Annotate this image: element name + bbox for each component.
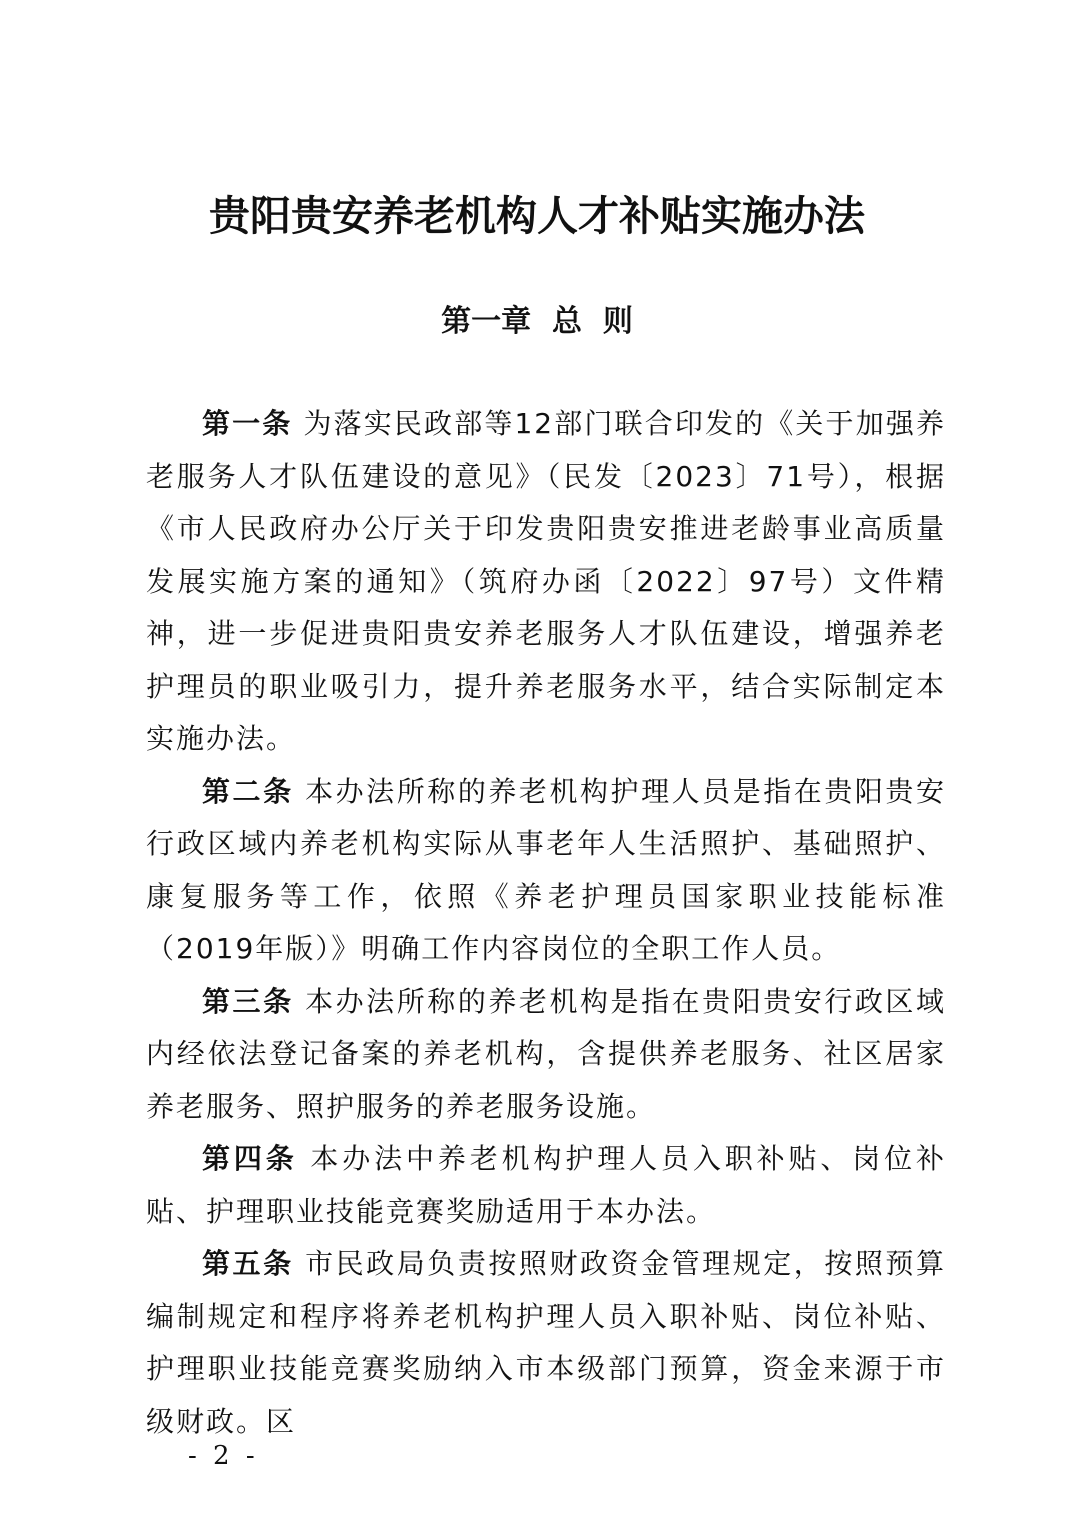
article-3 xyxy=(146,976,946,1134)
article-label: 第五条 xyxy=(202,1247,294,1280)
article-text: 为落实民政部等12部门联合印发的《关于加强养老服务人才队伍建设的意见》（民发〔2023〕71号），根据《市人民政府办公厅关于印发贵阳贵安推进老龄事业高质量发展实施方案的通知》（筑府办函〔2022〕97号）文件精神，进一步促进贵阳贵安养老服务人才队伍建设，增强养老护理员的职业吸引力，提升养老服务水平，结合实际制定本实施办法。 xyxy=(146,407,946,755)
chapter-heading-text: 第一章 总 则 xyxy=(441,304,633,339)
page-number: - 2 - xyxy=(188,1441,259,1471)
article-2 xyxy=(146,766,946,976)
chapter-heading xyxy=(0,300,1074,344)
article-5 xyxy=(146,1238,946,1448)
article-1 xyxy=(146,398,946,766)
document-title: 贵阳贵安养老机构人才补贴实施办法 xyxy=(209,192,865,240)
article-label: 第三条 xyxy=(202,984,294,1018)
article-label: 第一条 xyxy=(202,407,293,440)
article-text: 本办法所称的养老机构是指在贵阳贵安行政区域内经依法登记备案的养老机构，含提供养老服务、社区居家养老服务、照护服务的养老服务设施。 xyxy=(146,984,946,1123)
article-text: 本办法中养老机构护理人员入职补贴、岗位补贴、护理职业技能竞赛奖励适用于本办法。 xyxy=(146,1142,946,1228)
article-text: 本办法所称的养老机构护理人员是指在贵阳贵安行政区域内养老机构实际从事老年人生活照护、基础照护、康复服务等工作，依照《养老护理员国家职业技能标准（2019年版）》明确工作内容岗位的全职工作人员。 xyxy=(146,774,946,965)
article-4 xyxy=(146,1133,946,1238)
article-text: 市民政局负责按照财政资金管理规定，按照预算编制规定和程序将养老机构护理人员入职补贴、岗位补贴、护理职业技能竞赛奖励纳入市本级部门预算，资金来源于市级财政。区 xyxy=(146,1247,946,1438)
article-label: 第二条 xyxy=(202,774,294,808)
document-body xyxy=(146,398,946,1448)
article-label: 第四条 xyxy=(202,1142,298,1175)
